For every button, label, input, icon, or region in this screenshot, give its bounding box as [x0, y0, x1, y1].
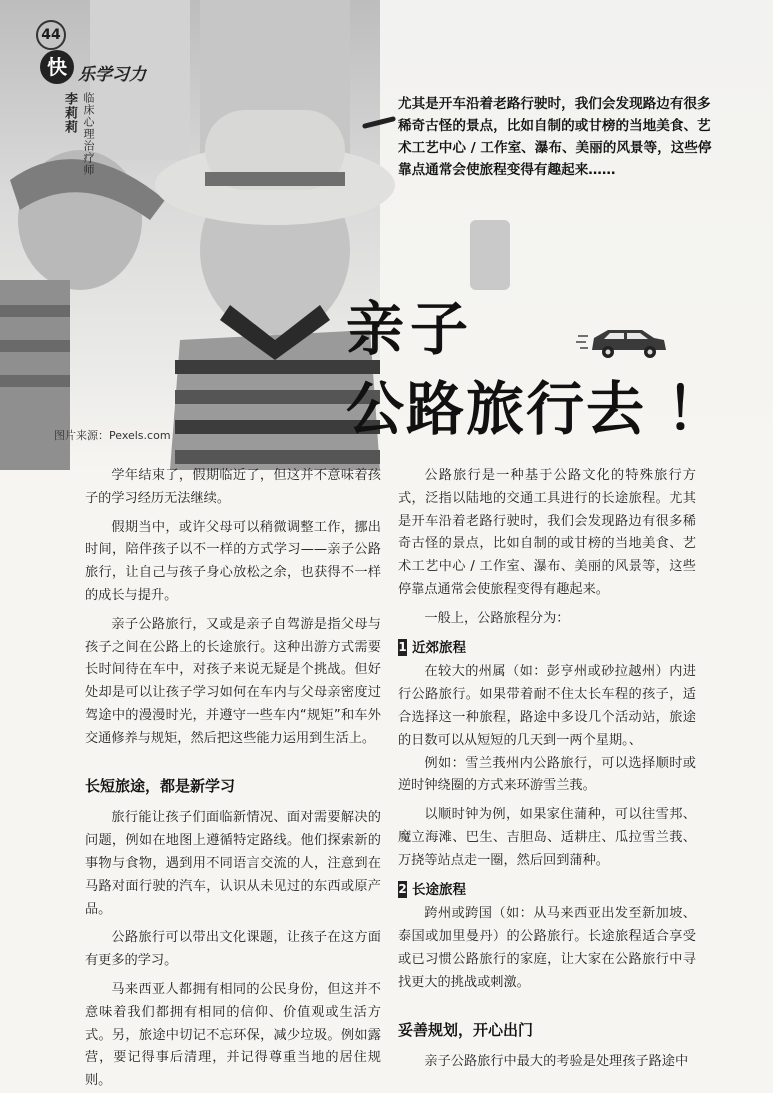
section-heading: 妥善规划，开心出门 [398, 1020, 534, 1039]
lead-text: 尤其是开车沿着老路行驶时，我们会发现路边有很多稀奇古怪的景点，比如自制的或甘榜的当地美食、艺术工艺中心 / 工作室、瀑布、美丽的风景等，这些停靠点通常会使旅程变得有趣起来…… [398, 96, 712, 178]
subheading-number: 1 [398, 640, 407, 655]
subheading [398, 637, 696, 660]
right-column [398, 465, 696, 1074]
paragraph: 公路旅行可以带出文化课题，让孩子在这方面有更多的学习。 [85, 930, 381, 969]
paragraph: 马来西亚人都拥有相同的公民身份，但这并不意味着我们都拥有相同的信仰、价值观或生活方式。另，旅途中切记不忘环保，减少垃圾。例如露营，要记得事后清理，并记得尊重当地的居住规则。 [85, 981, 381, 1089]
paragraph: 旅行能让孩子们面临新情况、面对需要解决的问题，例如在地图上遵循特定路线。他们探索新的事物与食物，遇到用不同语言交流的人，注意到在马路对面行驶的汽车，认识从未见过的东西或原产品。 [85, 810, 381, 917]
subheading [398, 879, 696, 902]
left-column [85, 465, 381, 1093]
title-line-2 [346, 362, 726, 446]
author-title: 临床心理治疗师 [82, 92, 95, 176]
title-exclamation: ！ [666, 375, 727, 443]
paragraph: 以顺时钟为例，如果家住蒲种，可以往雪邦、魔立海滩、巴生、吉胆岛、适耕庄、瓜拉雪兰莪、万挠等站点走一圈，然后回到蒲种。 [398, 807, 696, 868]
author-name: 李莉莉 [62, 92, 77, 134]
paragraph: 跨州或跨国（如：从马来西亚出发至新加坡、泰国或加里曼丹）的公路旅行。长途旅程适合享受或已习惯公路旅行的家庭，让大家在公路旅行中寻找更大的挑战或刺激。 [398, 906, 696, 990]
column-badge: 快 [40, 50, 74, 84]
paragraph: 假期当中，或许父母可以稍微调整工作，挪出时间，陪伴孩子以不一样的方式学习——亲子公路旅行，让自己与孩子身心放松之余，也获得不一样的成长与提升。 [85, 519, 381, 603]
paragraph: 公路旅行是一种基于公路文化的特殊旅行方式，泛指以陆地的交通工具进行的长途旅程。尤其是开车沿着老路行驶时，我们会发现路边有很多稀奇古怪的景点，比如自制的或甘榜的当地美食、艺术工艺中心 / 工作室、瀑布、美丽的风景等，这些停靠点通常会使旅程变得有趣起来。 [398, 468, 696, 597]
title-line-2-text: 公路旅行去 [346, 375, 647, 443]
column-name: 乐学习力 [78, 65, 146, 85]
page-number: 44 [36, 20, 66, 50]
title-line-1: 亲子 [346, 295, 475, 363]
paragraph: 在较大的州属（如：彭亨州或砂拉越州）内进行公路旅行。如果带着耐不住太长车程的孩子，适合选择这一种旅程，路途中多设几个活动站，旅途的日数可以从短短的几天到一两个星期。、 [398, 664, 696, 748]
section-heading: 长短旅途，都是新学习 [85, 776, 236, 795]
subheading-number: 2 [398, 882, 407, 897]
paragraph: 一般上，公路旅程分为： [424, 610, 570, 626]
paragraph: 学年结束了，假期临近了，但这并不意味着孩子的学习经历无法继续。 [85, 468, 381, 506]
photo-credit: 图片来源：Pexels.com [54, 429, 171, 442]
paragraph: 亲子公路旅行中最大的考验是处理孩子路途中 [424, 1054, 689, 1070]
paragraph: 亲子公路旅行，又或是亲子自驾游是指父母与孩子之间在公路上的长途旅行。这种出游方式需要长时间待在车中，对孩子来说无疑是个挑战。但好处却是可以让孩子学习如何在车内与父母亲密度过驾途中的漫漫时光，并遵守一些车内“规矩”和车外交通修养与规矩，然后把这些能力运用到生活上。 [85, 616, 381, 746]
paragraph: 例如：雪兰莪州内公路旅行，可以选择顺时或逆时钟绕圈的方式来环游雪兰莪。 [398, 755, 696, 794]
subheading-text: 近郊旅程 [412, 639, 466, 656]
subheading-text: 长途旅程 [412, 881, 466, 898]
car-icon [576, 322, 668, 362]
